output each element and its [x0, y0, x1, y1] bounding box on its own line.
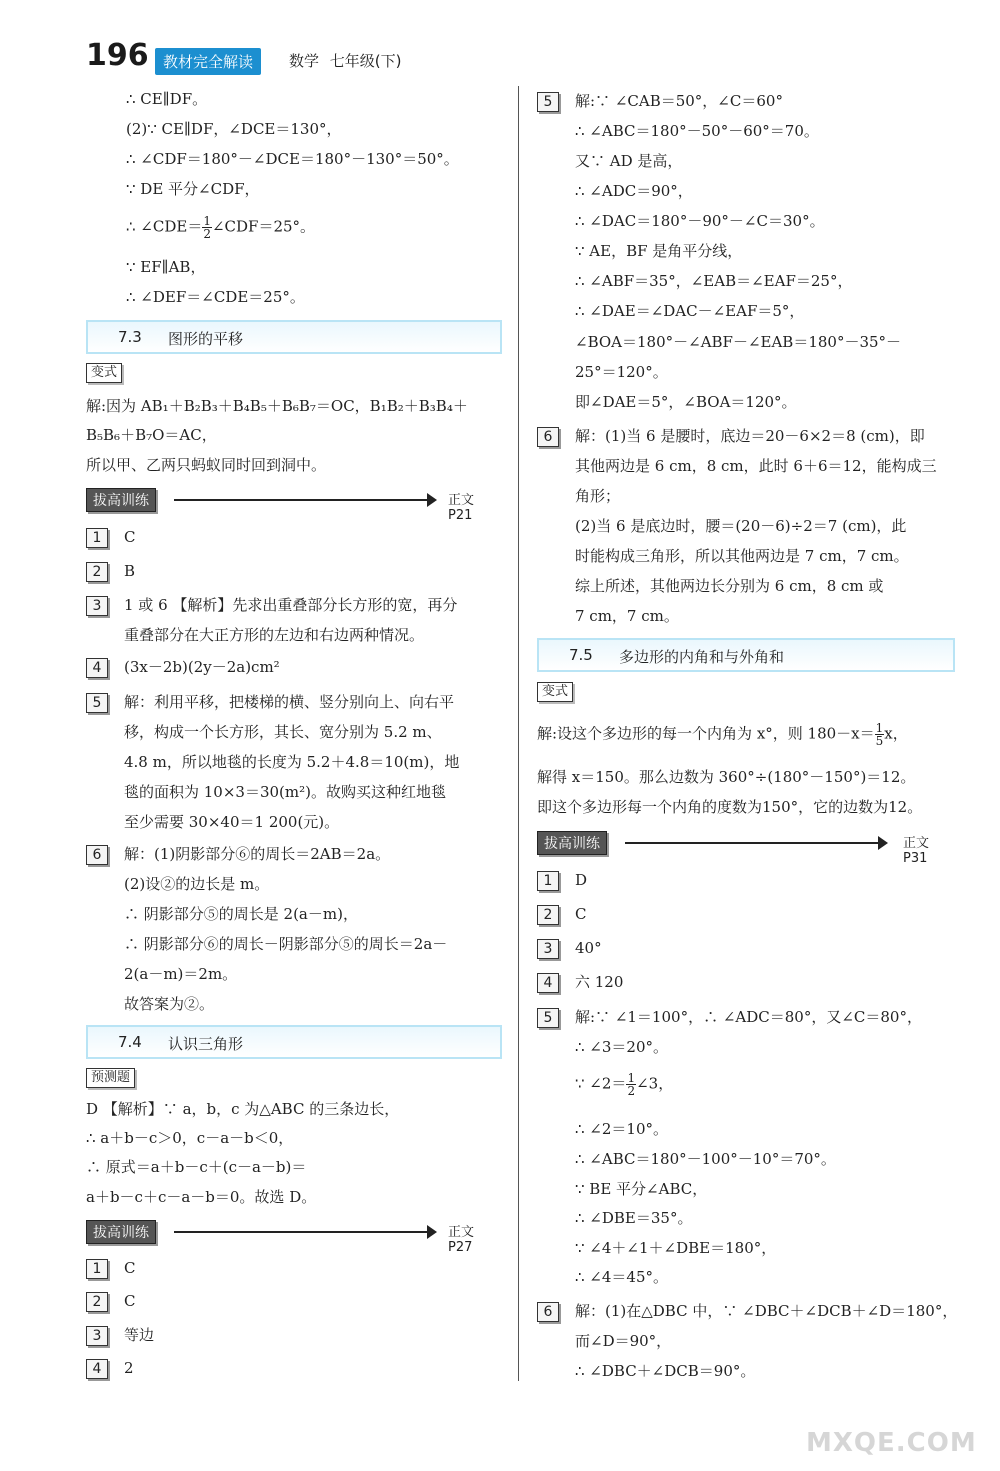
answer-text: 解：(1)在△DBC 中，∵ ∠DBC＋∠DCB＋∠D＝180°， [575, 1302, 958, 1320]
answer-text: ∴ ∠DAC＝180°－90°－∠C＝30°。 [575, 212, 825, 230]
text-line: D 【解析】∵ a，b，c 为△ABC 的三条边长， [86, 1100, 400, 1118]
answer-text: ∵ AE，BF 是角平分线， [575, 242, 743, 260]
answer-text: 7 cm，7 cm。 [575, 607, 679, 625]
answer-text: (3x－2b)(2y－2a)cm² [124, 658, 280, 676]
column-divider [518, 86, 519, 1381]
subject-grade: 数学 七年级(下) [289, 52, 402, 70]
answer-text: ∴ ∠ABF＝35°，∠EAB＝∠EAF＝25°， [575, 272, 853, 290]
answer-text: B [124, 562, 136, 580]
section-title: 图形的平移 [168, 330, 244, 348]
answer-text: 角形； [575, 487, 621, 505]
section-number: 7.4 [118, 1033, 142, 1051]
text-fragment: ∴ ∠CDE＝ [126, 217, 203, 236]
answer-number: 3 [86, 596, 108, 616]
training-bar [86, 488, 502, 523]
text-fragment: ∠CDF＝25°。 [211, 217, 316, 236]
answer-text: ∴ ∠DAE＝∠DAC－∠EAF＝5°， [575, 302, 805, 320]
answer-text: (2)当 6 是底边时，腰＝(20－6)÷2＝7 (cm)，此 [575, 517, 907, 535]
section-header-7-4 [86, 1025, 502, 1059]
answer-text: 解:∵ ∠CAB＝50°，∠C＝60° [575, 92, 783, 110]
text-line: ∴ a＋b－c＞0，c－a－b＜0， [86, 1129, 294, 1147]
answer-text: 综上所述，其他两边长分别为 6 cm，8 cm 或 [575, 577, 884, 595]
page-number: 196 [86, 38, 149, 73]
arrow-right-icon [427, 1225, 437, 1239]
text-line-fraction [537, 722, 908, 747]
training-bar [537, 831, 955, 866]
answer-text: 故答案为②。 [124, 995, 215, 1013]
answer-number: 6 [86, 845, 108, 865]
text-line: (2)∵ CE∥DF，∠DCE＝130°， [126, 120, 342, 138]
answer-number: 6 [537, 1302, 559, 1322]
answer-text: 等边 [124, 1326, 155, 1344]
text-fragment: ∵ ∠2＝ [575, 1074, 627, 1093]
answer-number: 5 [537, 92, 559, 112]
answer-number: 3 [537, 939, 559, 959]
answer-text: 又∵ AD 是高， [575, 152, 683, 170]
arrow-right-icon [427, 493, 437, 507]
text-line: B₅B₆＋B₇O＝AC， [86, 426, 217, 444]
answer-number: 2 [86, 1292, 108, 1312]
answer-number: 4 [86, 1359, 108, 1379]
answer-text: D [575, 871, 588, 889]
fraction-numerator: 1 [875, 721, 884, 735]
text-line: 解得 x＝150。那么边数为 360°÷(180°－150°)＝12。 [537, 768, 916, 786]
text-line: 解:因为 AB₁＋B₂B₃＋B₄B₅＋B₆B₇＝OC，B₁B₂＋B₃B₄＋ [86, 397, 468, 415]
textbook-page-ref: 正文 P31 [903, 836, 930, 866]
answer-number: 6 [537, 427, 559, 447]
answer-text: ∵ BE 平分∠ABC， [575, 1180, 708, 1198]
text-line: a＋b－c＋c－a－b＝0。故选 D。 [86, 1188, 317, 1206]
answer-text: 1 或 6 【解析】先求出重叠部分长方形的宽，再分 [124, 596, 458, 614]
section-title: 多边形的内角和与外角和 [619, 648, 785, 666]
training-label: 拔高训练 [86, 488, 156, 512]
fraction [202, 215, 212, 240]
arrow-line [174, 1231, 429, 1233]
answer-text: 即∠DAE＝5°，∠BOA＝120°。 [575, 393, 797, 411]
answer-text: (2)设②的边长是 m。 [124, 875, 270, 893]
fraction [626, 1072, 636, 1097]
answer-number: 5 [86, 693, 108, 713]
textbook-page-ref: 正文 P21 [448, 493, 475, 523]
answer-text: ∴ ∠4＝45°。 [575, 1268, 669, 1286]
answer-text: ∴ ∠3＝20°。 [575, 1038, 669, 1056]
text-line: ∴ 原式＝a＋b－c＋(c－a－b)＝ [86, 1158, 307, 1176]
answer-number: 5 [537, 1008, 559, 1028]
answer-text: C [124, 1259, 136, 1277]
answer-number: 1 [86, 528, 108, 548]
section-number: 7.5 [569, 646, 593, 664]
text-fragment: x， [884, 724, 908, 743]
text-line: ∵ EF∥AB， [126, 258, 206, 276]
training-label: 拔高训练 [86, 1220, 156, 1244]
fraction-denominator: 5 [875, 734, 884, 748]
answer-text: 25°＝120°。 [575, 363, 668, 381]
answer-text: 2(a－m)＝2m。 [124, 965, 238, 983]
answer-text: C [124, 528, 136, 546]
answer-text: C [575, 905, 587, 923]
text-fragment: ∠3， [636, 1074, 674, 1093]
section-header-7-5 [537, 638, 955, 672]
answer-number: 1 [537, 871, 559, 891]
fraction-numerator: 1 [627, 1071, 636, 1085]
section-number: 7.3 [118, 328, 142, 346]
text-line: ∴ ∠CDF＝180°－∠DCE＝180°－130°＝50°。 [126, 150, 459, 168]
answer-text: ∴ ∠DBE＝35°。 [575, 1209, 693, 1227]
textbook-page-ref: 正文 P27 [448, 1225, 475, 1255]
answer-number: 2 [537, 905, 559, 925]
answer-text: 解:∵ ∠1＝100°，∴ ∠ADC＝80°，又∠C＝80°， [575, 1008, 922, 1026]
answer-text: ∴ ∠ABC＝180°－100°－10°＝70°。 [575, 1150, 836, 1168]
answer-text: ∴ ∠ADC＝90°， [575, 182, 693, 200]
text-line-fraction [575, 1072, 673, 1097]
answer-text: 40° [575, 939, 602, 957]
answer-number: 1 [86, 1259, 108, 1279]
prediction-tag: 预测题 [86, 1068, 135, 1088]
answer-text: 解：(1)当 6 是腰时，底边＝20－6×2＝8 (cm)，即 [575, 427, 925, 445]
answer-text: 其他两边是 6 cm，8 cm，此时 6＋6＝12，能构成三 [575, 457, 937, 475]
arrow-line [625, 842, 880, 844]
answer-text: ∴ ∠2＝10°。 [575, 1120, 669, 1138]
answer-text: 解：利用平移，把楼梯的横、竖分别向上、向右平 [124, 693, 455, 711]
text-fragment: 解:设这个多边形的每一个内角为 x°，则 180－x＝ [537, 724, 875, 743]
answer-text: 4.8 m，所以地毯的长度为 5.2＋4.8＝10(m)，地 [124, 753, 460, 771]
answer-text: ∠BOA＝180°－∠ABF－∠EAB＝180°－35°－ [575, 333, 902, 351]
answer-text: ∴ ∠ABC＝180°－50°－60°＝70。 [575, 122, 819, 140]
text-line: 所以甲、乙两只蚂蚁同时回到洞中。 [86, 456, 327, 474]
answer-text: 解：(1)阴影部分⑥的周长＝2AB＝2a。 [124, 845, 391, 863]
watermark: MXQE.COM [806, 1428, 977, 1458]
arrow-line [174, 499, 429, 501]
fraction [875, 722, 885, 747]
answer-text: ∵ ∠4＋∠1＋∠DBE＝180°， [575, 1239, 777, 1257]
answer-text: 时能构成三角形，所以其他两边是 7 cm，7 cm。 [575, 547, 909, 565]
arrow-right-icon [878, 836, 888, 850]
answer-text: 而∠D＝90°， [575, 1332, 672, 1350]
answer-text: ∴ 阴影部分⑤的周长是 2(a－m)， [124, 905, 358, 923]
fraction-denominator: 2 [627, 1084, 636, 1098]
training-label: 拔高训练 [537, 831, 607, 855]
variant-tag: 变式 [86, 363, 122, 383]
answer-number: 2 [86, 562, 108, 582]
section-header-7-3 [86, 320, 502, 354]
answer-text: C [124, 1292, 136, 1310]
section-title: 认识三角形 [168, 1035, 244, 1053]
answer-text: 2 [124, 1359, 134, 1377]
text-line: ∴ ∠DEF＝∠CDE＝25°。 [126, 288, 305, 306]
text-line-fraction [126, 215, 315, 240]
answer-text: ∴ ∠DBC＋∠DCB＝90°。 [575, 1362, 756, 1380]
training-bar [86, 1220, 502, 1255]
fraction-numerator: 1 [203, 214, 211, 228]
text-line: 即这个多边形每一个内角的度数为150°，它的边数为12。 [537, 798, 923, 816]
book-title-badge: 教材完全解读 [155, 48, 261, 75]
answer-text: 六 120 [575, 973, 624, 991]
text-line: ∴ CE∥DF。 [126, 90, 208, 108]
answer-text: ∴ 阴影部分⑥的周长－阴影部分⑤的周长＝2a－ [124, 935, 448, 953]
answer-text: 毯的面积为 10×3＝30(m²)。故购买这种红地毯 [124, 783, 446, 801]
answer-text: 重叠部分在大正方形的左边和右边两种情况。 [124, 626, 425, 644]
answer-text: 至少需要 30×40＝1 200(元)。 [124, 813, 340, 831]
page-header [0, 0, 1000, 82]
answer-text: 移，构成一个长方形，其长、宽分别为 5.2 m、 [124, 723, 442, 741]
variant-tag: 变式 [537, 682, 573, 702]
answer-number: 4 [537, 973, 559, 993]
text-line: ∵ DE 平分∠CDF， [126, 180, 260, 198]
answer-number: 3 [86, 1326, 108, 1346]
fraction-denominator: 2 [203, 227, 211, 241]
answer-number: 4 [86, 658, 108, 678]
